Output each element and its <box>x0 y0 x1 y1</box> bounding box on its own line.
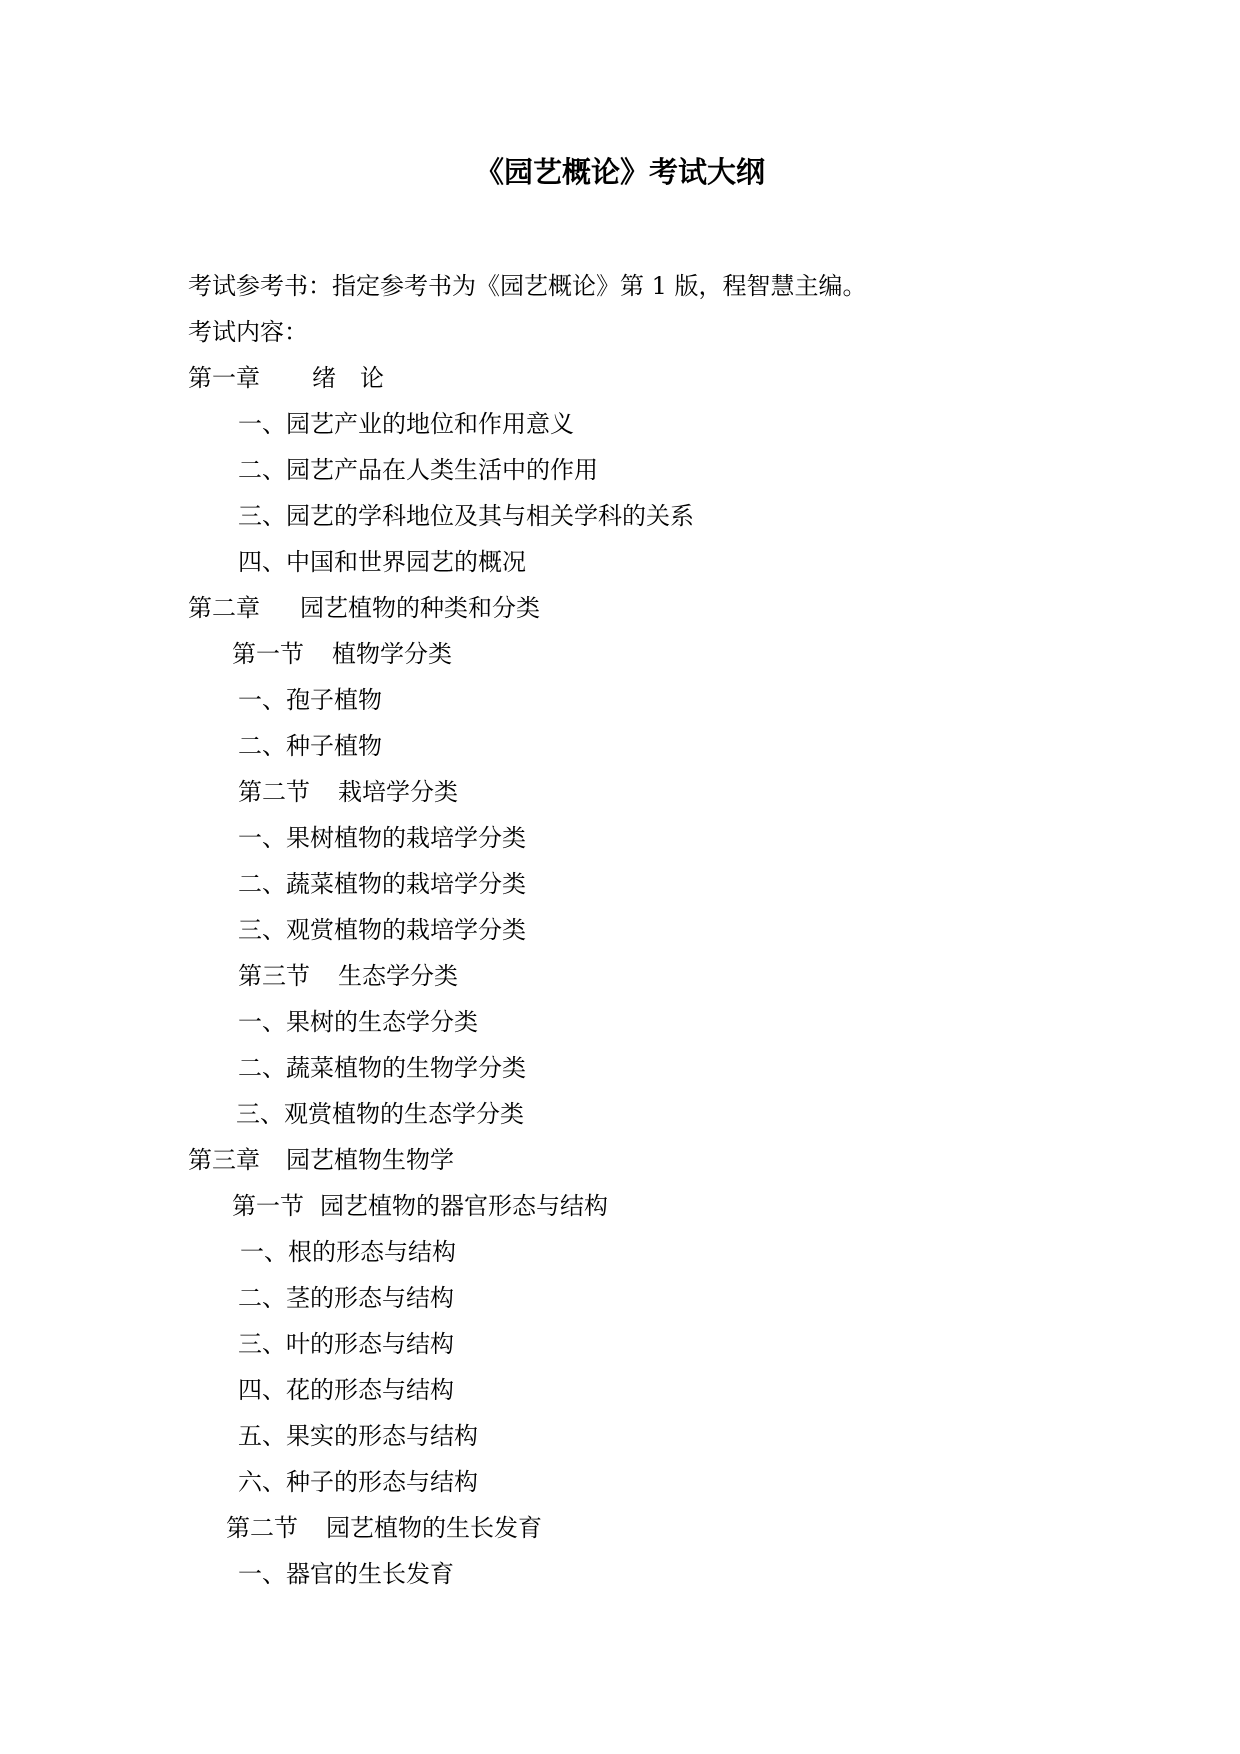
section-title: 生态学分类 <box>338 962 458 990</box>
section-label: 第三节 <box>238 962 310 990</box>
section-label: 第一节 <box>232 1192 304 1220</box>
chapter-1-item: 三、园艺的学科地位及其与相关学科的关系 <box>238 502 694 530</box>
chapter-1-title: 绪 论 <box>312 364 384 392</box>
chapter-2-section-1-heading <box>232 638 452 670</box>
chapter-2-section-2-heading <box>238 776 458 808</box>
section-label: 第二节 <box>238 778 310 806</box>
chapter-3-item: 四、花的形态与结构 <box>238 1376 454 1404</box>
chapter-3-item: 三、叶的形态与结构 <box>238 1330 454 1358</box>
chapter-2-label: 第二章 <box>188 594 260 622</box>
chapter-2-item: 一、果树的生态学分类 <box>238 1008 478 1036</box>
chapter-2-item: 二、蔬菜植物的栽培学分类 <box>238 870 526 898</box>
chapter-2-item: 三、观赏植物的栽培学分类 <box>238 916 526 944</box>
chapter-3-item: 一、根的形态与结构 <box>240 1238 456 1266</box>
section-title: 园艺植物的器官形态与结构 <box>320 1192 608 1220</box>
chapter-3-label: 第三章 <box>188 1146 260 1174</box>
document-title: 《园艺概论》考试大纲 <box>474 155 765 189</box>
section-title: 园艺植物的生长发育 <box>326 1514 542 1542</box>
chapter-1-item: 一、园艺产业的地位和作用意义 <box>238 410 574 438</box>
chapter-1-item: 四、中国和世界园艺的概况 <box>238 548 526 576</box>
chapter-2-item: 二、种子植物 <box>238 732 382 760</box>
chapter-2-section-3-heading <box>238 960 458 992</box>
chapter-2-title: 园艺植物的种类和分类 <box>300 594 540 622</box>
chapter-3-heading <box>188 1144 454 1176</box>
chapter-3-section-2-heading <box>226 1512 542 1544</box>
chapter-1-heading <box>188 362 384 394</box>
chapter-3-item: 一、器官的生长发育 <box>238 1560 454 1588</box>
chapter-3-item: 六、种子的形态与结构 <box>238 1468 478 1496</box>
chapter-3-title: 园艺植物生物学 <box>286 1146 454 1174</box>
chapter-3-item: 五、果实的形态与结构 <box>238 1422 478 1450</box>
chapter-3-section-1-heading <box>232 1190 608 1222</box>
section-title: 植物学分类 <box>332 640 452 668</box>
chapter-2-item: 一、孢子植物 <box>238 686 382 714</box>
section-label: 第二节 <box>226 1514 298 1542</box>
section-title: 栽培学分类 <box>338 778 458 806</box>
chapter-2-item: 二、蔬菜植物的生物学分类 <box>238 1054 526 1082</box>
section-label: 第一节 <box>232 640 304 668</box>
chapter-1-label: 第一章 <box>188 364 260 392</box>
chapter-2-heading <box>188 592 540 624</box>
chapter-3-item: 二、茎的形态与结构 <box>238 1284 454 1312</box>
exam-content-heading: 考试内容： <box>188 318 308 346</box>
chapter-1-item: 二、园艺产品在人类生活中的作用 <box>238 456 598 484</box>
reference-book-line: 考试参考书：指定参考书为《园艺概论》第 1 版，程智慧主编。 <box>188 272 867 300</box>
chapter-2-item: 三、观赏植物的生态学分类 <box>236 1100 524 1128</box>
chapter-2-item: 一、果树植物的栽培学分类 <box>238 824 526 852</box>
